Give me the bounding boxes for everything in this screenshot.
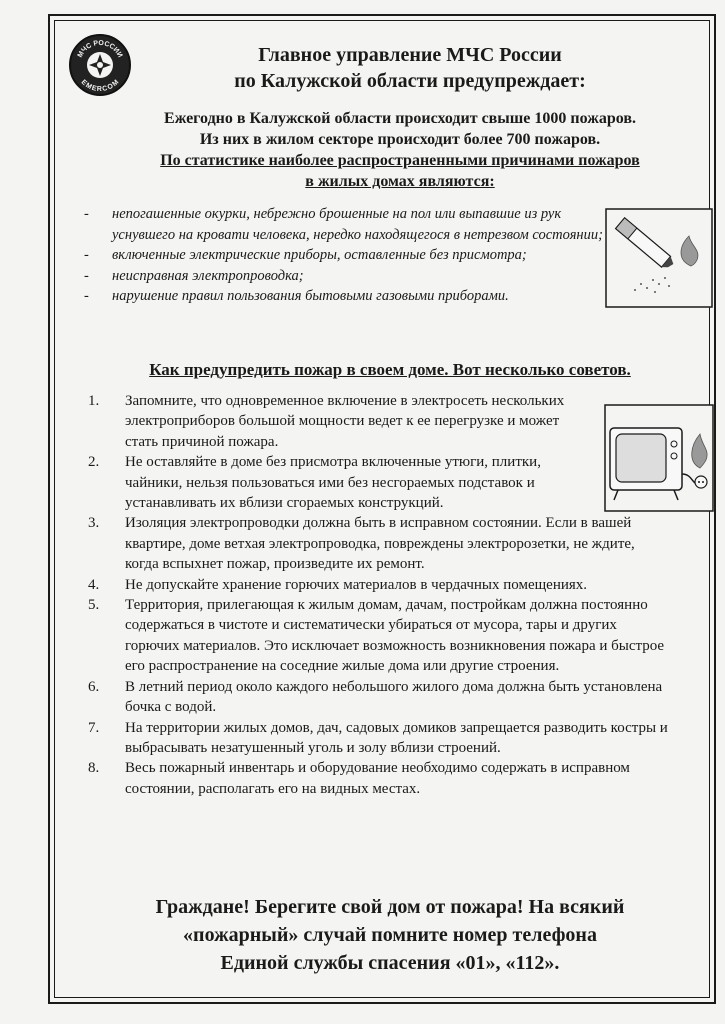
tip-number: 3. (88, 515, 100, 532)
tip-item (88, 758, 675, 799)
intro-line-1: Ежегодно в Калужской области происходит свыше 1000 пожаров. (164, 110, 636, 127)
tip-text: Территория, прилегающая к жилым домам, дачам, постройкам должна постоянно содержаться в чистоте и систематически убираться от мусора, тары и других горючих материалов. Это исключает возможность возникновения пожара и быстрое его распространение на соседние жилые дома или другие строения. (125, 597, 665, 675)
intro-block (100, 108, 700, 192)
tip-text: Весь пожарный инвентарь и оборудование необходимо содержать в исправном состоянии, располагать его на видных местах. (125, 760, 630, 797)
tip-item (88, 718, 675, 759)
advice-heading: Как предупредить пожар в своем доме. Вот несколько советов. (149, 360, 631, 379)
tip-number: 7. (88, 719, 100, 736)
tv-fire-illustration (604, 404, 714, 512)
tip-text: Не допускайте хранение горючих материалов в чердачных помещениях. (125, 576, 588, 593)
svg-text:EMERCOM (80, 79, 121, 93)
page-title (160, 42, 660, 94)
tip-item (88, 595, 675, 677)
cause-item: - непогашенные окурки, небрежно брошенные на пол или выпавшие из рук уснувшего на кровати человека, нередко находящегося в нетрезвом состоянии; (84, 204, 604, 245)
tip-number: 5. (88, 597, 100, 614)
tips-list (88, 391, 688, 799)
intro-line-2: Из них в жилом секторе происходит более 700 пожаров. (199, 131, 601, 148)
tip-text: Запомните, что одновременное включение в электросеть нескольких электроприборов большой мощности ведет к ее перегрузке и может стать причиной пожара. (125, 393, 565, 450)
tip-text: На территории жилых домов, дач, садовых домиков запрещается разводить костры и выбрасывать незатушенный уголь и золу вблизи строений. (125, 719, 668, 756)
cause-item: - нарушение правил пользования бытовыми газовыми приборами. (84, 286, 632, 307)
tip-item (88, 391, 595, 452)
emercom-logo (69, 34, 131, 96)
title-line-2: по Калужской области предупреждает: (234, 70, 586, 92)
tip-item (88, 575, 688, 595)
footer-line-2: «пожарный» случай помните номер телефона (183, 924, 597, 946)
tip-number: 2. (88, 454, 100, 471)
tip-text: Изоляция электропроводки должна быть в исправном состоянии. Если в вашей квартире, доме ветхая электропроводка, повреждены электророзетки, не ждите, когда вспыхнет пожар, произведите их ремонт. (125, 515, 635, 573)
tip-number: 4. (88, 576, 100, 593)
footer-line-1: Граждане! Берегите свой дом от пожара! На всякий (155, 896, 625, 918)
stat-heading-line-1: По статистике наиболее распространенными причинами пожаров (160, 152, 640, 169)
footer-line-3: Единой службы спасения «01», «112». (220, 952, 560, 974)
tip-text: Не оставляйте в доме без присмотра включенные утюги, плитки, чайники, нельзя пользоваться ими без несгораемых подставок и устанавливать их вблизи сгораемых конструкций. (125, 454, 541, 512)
tip-number: 1. (88, 393, 100, 409)
tip-item (88, 677, 675, 718)
cigarette-illustration (605, 208, 713, 308)
causes-list (84, 204, 604, 307)
tip-number: 6. (88, 678, 100, 695)
cause-item: - неисправная электропроводка; (84, 266, 604, 287)
tip-item (88, 513, 645, 574)
title-line-1: Главное управление МЧС России (258, 44, 562, 66)
tip-number: 8. (88, 760, 100, 777)
footer-callout (80, 893, 700, 977)
cause-item: - включенные электрические приборы, оставленные без присмотра; (84, 245, 632, 266)
logo-bottom-text: EMERCOM (79, 78, 121, 94)
logo-top-text: МЧС РОССИИ (76, 39, 124, 59)
stat-heading-line-2: в жилых домах являются: (305, 173, 495, 190)
tip-item (88, 452, 595, 513)
tip-text: В летний период около каждого небольшого жилого дома должна быть установлена бочка с водой. (125, 678, 663, 716)
